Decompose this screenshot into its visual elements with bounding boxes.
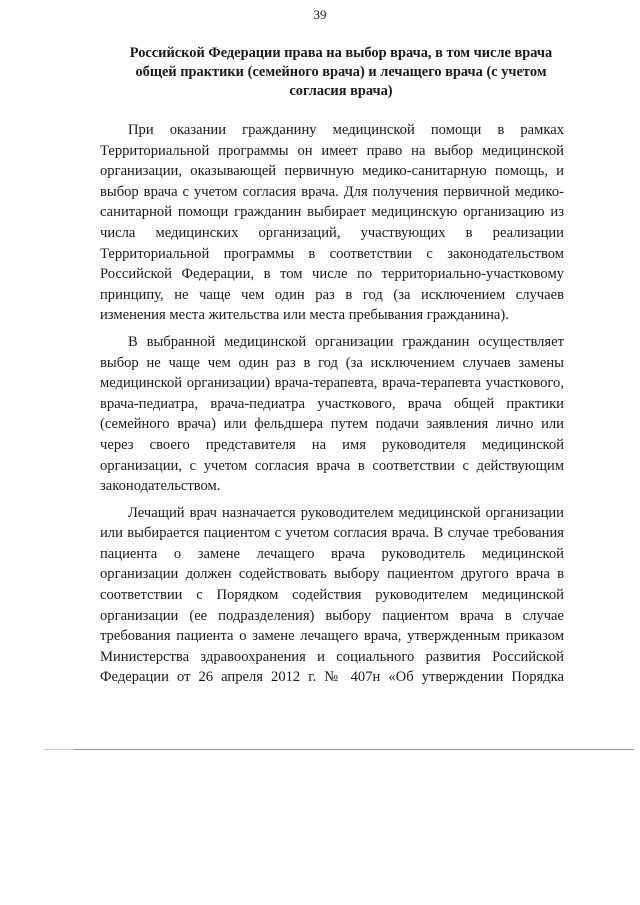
paragraph-2: В выбранной медицинской организации гражданин осуществляет выбор не чаще чем один раз в год (за исключением случаев замены медицинской организации) врача-терапевта, врача-терапевта участкового, врача-педиатра, врача-педиатра участкового, врача общей практики (семейного врача) или фельдшера путем подачи заявления лично или через своего представителя на имя руководителя медицинской организации, с учетом согласия врача в соответствии с действующим законодательством. xyxy=(100,333,564,495)
document-body xyxy=(100,120,564,688)
paragraph-3: Лечащий врач назначается руководителем медицинской организации или выбирается пациентом с учетом согласия врача. В случае требования пациента о замене лечащего врача руководитель медицинской организации должен содействовать выбору пациентом другого врача в соответствии с Порядком содействия руководителем медицинской организации (ее подразделения) выбору пациентом врача в случае требования пациента о замене лечащего врача, утвержденным приказом Министерства здравоохранения и социального развития Российской Федерации от 26 апреля 2012 г. № 407н «Об утверждении Порядка xyxy=(100,504,564,686)
page-number: 39 xyxy=(313,7,327,22)
footer-rule xyxy=(44,749,634,750)
paragraph-1: При оказании гражданину медицинской помощи в рамках Территориальной программы он имеет право на выбор медицинской организации, оказывающей первичную медико-санитарную помощь, и выбор врача с учетом согласия врача. Для получения первичной медико-санитарной помощи гражданин выбирает медицинскую организацию из числа медицинских организаций, участвующих в реализации Территориальной программы в соответствии с законодательством Российской Федерации, в том числе по территориально-участковому принципу, не чаще чем один раз в год (за исключением случаев изменения места жительства или места пребывания гражданина). xyxy=(100,122,564,324)
section-heading: Российской Федерации права на выбор врача, в том числе врача общей практики (семейного врача) и лечащего врача (с учетом согласия врача) xyxy=(129,45,553,99)
